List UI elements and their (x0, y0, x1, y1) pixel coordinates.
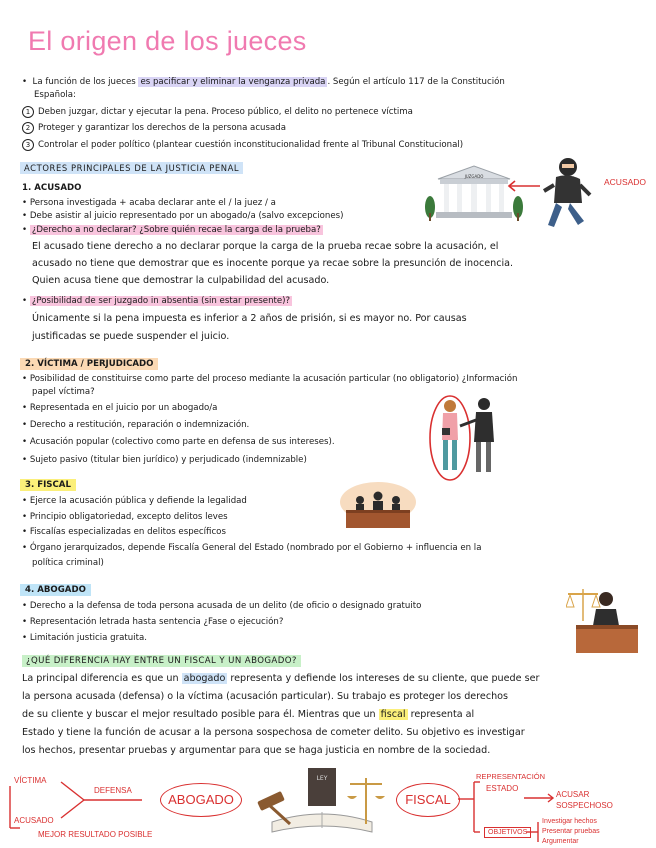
intro-item-1: 1 Deben juzgar, dictar y ejecutar la pena. Proceso público, el delito no pertenece víctima (22, 106, 413, 118)
tribunal-illustration (338, 480, 418, 534)
abogado-bullet-3: • Limitación justicia gratuita. (22, 633, 147, 643)
fiscal-bullet-4: • Órgano jerarquizados, depende Fiscalía General del Estado (nombrado por el Gobierno + influencia en la (22, 543, 482, 553)
diagram-acusar: ACUSAR (556, 790, 590, 799)
acusado-paragraph-1-line-1: El acusado tiene derecho a no declarar porque la carga de la prueba recae sobre la acusación, el (32, 241, 499, 252)
justice-illustration (254, 766, 390, 844)
abogado-heading: 4. ABOGADO (20, 585, 91, 596)
diagram-fiscal-oval: FISCAL (396, 783, 460, 817)
diagram-objetivo-3: Argumentar (542, 838, 579, 845)
courthouse-label: JUZGADO (464, 174, 484, 179)
diagram-defensa: DEFENSA (94, 786, 132, 795)
diagram-mejor-resultado: MEJOR RESULTADO POSIBLE (38, 830, 153, 839)
diagram-acusado: ACUSADO (14, 816, 54, 825)
diagram-objetivos: OBJETIVOS (484, 827, 531, 838)
diagram-sospechoso: SOSPECHOSO (556, 801, 613, 810)
diferencia-line-2: la persona acusada (defensa) o la víctima (acusación particular). Su trabajo es proteger los derechos (22, 691, 509, 702)
victima-bullet-1: • Posibilidad de constituirse como parte del proceso mediante la acusación particular (no obligatorio) ¿Información (22, 374, 518, 384)
victima-bullet-4: • Acusación popular (colectivo como parte en defensa de sus intereses). (22, 437, 335, 447)
acusado-sign-label: ACUSADO (604, 177, 647, 187)
fiscal-bullet-3: • Fiscalías especializadas en delitos específicos (22, 527, 226, 537)
thief-illustration (540, 155, 596, 230)
actors-heading: ACTORES PRINCIPALES DE LA JUSTICIA PENAL (20, 163, 243, 174)
fiscal-bullet-4-cont: política criminal) (32, 558, 104, 568)
acusado-paragraph-1-line-2: acusado no tiene que demostrar que es inocente porque ya recae sobre la presunción de inocencia. (32, 258, 514, 269)
victim-illustration (428, 392, 512, 484)
highlight-pacificar: es pacificar y eliminar la venganza privada (140, 77, 326, 87)
diferencia-line-4: Estado y tiene la función de acusar a la persona sospechosa de cometer delito. Su objetivo es investigar (22, 727, 525, 738)
victima-bullet-2: • Representada en el juicio por un abogado/a (22, 403, 218, 413)
acusado-question-2: • ¿Posibilidad de ser juzgado in absentia (sin estar presente)? (22, 296, 291, 306)
fiscal-bullet-2: • Principio obligatoriedad, excepto delitos leves (22, 512, 228, 522)
abogado-bullet-2: • Representación letrada hasta sentencia ¿Fase o ejecución? (22, 617, 284, 627)
acusado-paragraph-2-line-1: Únicamente si la pena impuesta es inferior a 2 años de prisión, si es mayor no. Por causas (32, 313, 467, 324)
diagram-estado: ESTADO (486, 784, 519, 793)
diferencia-heading: ¿QUÉ DIFERENCIA HAY ENTRE UN FISCAL Y UN ABOGADO? (22, 656, 301, 667)
victima-bullet-5: • Sujeto pasivo (titular bien jurídico) y perjudicado (indemnizable) (22, 455, 307, 465)
diagram-objetivo-1: Investigar hechos (542, 818, 597, 825)
diagram-representacion: REPRESENTACIÓN (476, 772, 546, 781)
intro-item-3: 3 Controlar el poder político (plantear cuestión inconstitucionalidad frente al Tribunal Constitucional) (22, 139, 463, 151)
lawyer-illustration (566, 585, 642, 657)
acusado-bullet-2: • Debe asistir al juicio representado por un abogado/a (salvo excepciones) (22, 211, 344, 221)
acusado-paragraph-2-line-2: justificadas se puede suspender el juicio. (32, 331, 230, 342)
abogado-bullet-1: • Derecho a la defensa de toda persona acusada de un delito (de oficio o designado gratuito (22, 601, 422, 611)
victima-heading: 2. VÍCTIMA / PERJUDICADO (20, 359, 158, 370)
page-title: El origen de los jueces (28, 26, 307, 56)
intro-line-2: Española: (34, 90, 76, 100)
victima-bullet-3: • Derecho a restitución, reparación o indemnización. (22, 420, 250, 430)
intro-line-1: • La función de los jueces es pacificar y eliminar la venganza privada . Según el artículo 117 de la Constitución (22, 77, 505, 87)
acusado-bullet-1: • Persona investigada + acaba declarar ante el / la juez / a (22, 198, 276, 208)
fiscal-bullet-1: • Ejerce la acusación pública y defiende la legalidad (22, 496, 247, 506)
intro-item-2: 2 Proteger y garantizar los derechos de la persona acusada (22, 122, 286, 134)
victima-bullet-1-cont: papel víctima? (32, 387, 95, 397)
diagram-abogado-oval: ABOGADO (160, 783, 242, 817)
diagram-objetivo-2: Presentar pruebas (542, 828, 600, 835)
diferencia-line-5: los hechos, presentar pruebas y argumentar para que se haga justicia en nombre de la sociedad. (22, 745, 491, 756)
acusado-heading: 1. ACUSADO (22, 183, 82, 193)
acusado-paragraph-1-line-3: Quien acusa tiene que demostrar la culpabilidad del acusado. (32, 275, 330, 286)
fiscal-heading: 3. FISCAL (20, 480, 76, 491)
diagram-victima: VÍCTIMA (14, 776, 47, 785)
diferencia-line-3: de su cliente y buscar el mejor resultado posible para él. Mientras que un fiscal representa al (22, 709, 475, 720)
acusado-question-1: • ¿Derecho a no declarar? ¿Sobre quién recae la carga de la prueba? (22, 225, 321, 235)
bullet-dot: • (22, 77, 33, 87)
diferencia-line-1: La principal diferencia es que un abogado representa y defiende los intereses de su cliente, que puede ser (22, 673, 540, 684)
law-book-label: LEY (316, 775, 328, 782)
arrow-icon (506, 178, 542, 194)
